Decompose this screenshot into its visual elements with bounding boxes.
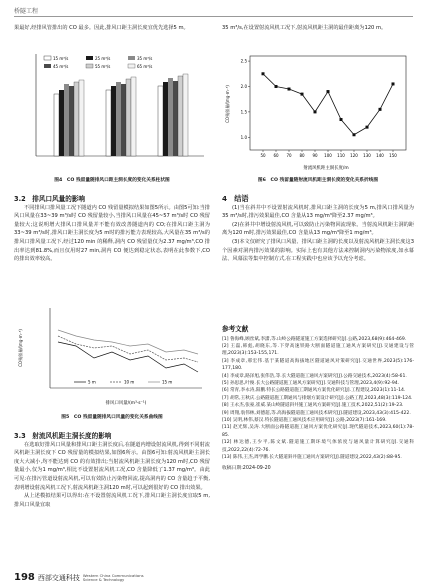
section-heading: 4 结语 — [222, 194, 249, 203]
x-tick-label: 120 — [350, 153, 358, 158]
legend-swatch — [128, 56, 135, 60]
bar — [116, 82, 121, 156]
journal-english-name: Western China Communications Science & Technology — [82, 572, 144, 582]
section-3-2 — [14, 195, 210, 264]
data-point — [301, 93, 304, 96]
page-footer — [14, 572, 153, 583]
figure-4-bar-chart — [14, 46, 210, 174]
figure-4-bars — [54, 74, 188, 156]
figure-5-x-label: 排风口风量/(m³·s⁻¹) — [105, 401, 147, 406]
figure-5-y-label: CO残留量/(mg·m⁻³) — [18, 329, 23, 367]
legend-label: 10 m — [124, 379, 135, 385]
bar — [121, 84, 126, 156]
bar — [163, 82, 168, 156]
figure-5-legend — [74, 380, 172, 385]
reference-item: [11] 赵光辉,吴涛.大断面公路隧道施工通风方案优化研究[J].现代隧道技术,2023,60(1):78-85. — [222, 425, 414, 438]
figure-5-caption: 图5 CO 残留量随排风口风量的变化关系曲线图 — [61, 415, 163, 420]
reference-item: [9] 周翔,翁伟林,刘德超,等.高海拔隧道施工通风技术研究[J].隧道建设,2023,43(3):415-422. — [222, 410, 411, 416]
reference-list — [222, 336, 414, 462]
legend-label: 15 m — [162, 379, 173, 385]
y-tick-label: 1.0 — [240, 134, 247, 140]
legend-swatch — [44, 64, 51, 68]
bar — [106, 90, 111, 156]
data-point — [379, 108, 382, 111]
legend-swatch — [128, 64, 135, 68]
section-3-3 — [14, 432, 210, 509]
bar — [183, 74, 188, 156]
legend-swatch — [86, 56, 93, 60]
data-point — [262, 72, 265, 75]
section-heading: 3.3 射流风机距主洞长度的影响 — [14, 432, 112, 440]
paragraph: 35 m³/s,在设置射流风机工况下,射流风机距主洞的最佳距离为120 m。 — [222, 25, 387, 31]
page-number: 198 — [14, 572, 35, 583]
bar — [59, 90, 64, 156]
reference-item: [5] 孙思思,叶俊.长大公路隧道施工通风方案研究[J].交通科技与管理,2023,4(9):92-94. — [222, 381, 400, 387]
legend-label: 5 m — [88, 379, 96, 385]
left-top-paragraph — [14, 24, 210, 33]
bar — [168, 78, 173, 156]
bar — [79, 80, 84, 156]
data-point — [327, 90, 330, 93]
bar — [69, 86, 74, 156]
legend-swatch — [44, 56, 51, 60]
x-tick-label: 140 — [376, 153, 384, 158]
legend-label: 25 m³/s — [95, 56, 111, 61]
bar — [178, 76, 183, 156]
paragraph: 从上述模拟结果可以得出:在不设置射流风机工况下,排风口距主洞长度宜取5 m,排风口风量宜取 — [14, 493, 210, 508]
data-point — [366, 126, 369, 129]
figure-6-caption: 图6 CO 残留量随射流风机距主洞长度的变化关系折线图 — [257, 178, 379, 183]
series-line-15m — [58, 330, 198, 354]
x-tick-label: 130 — [363, 153, 371, 158]
x-tick-label: 100 — [324, 153, 332, 158]
legend-swatch — [86, 64, 93, 68]
data-point — [288, 88, 291, 91]
journal-name: 西部交通科技 — [37, 574, 80, 582]
bar — [54, 94, 59, 156]
bar — [131, 77, 136, 156]
bar — [158, 86, 163, 156]
data-point — [340, 118, 343, 121]
header-rule — [14, 16, 413, 17]
x-tick-label: 60 — [273, 153, 279, 158]
paragraph: (2)在斜井中增设射流风机,可以致防止污染物回流现象。当射流风机距主洞的距离为120 m时,排污效果最佳,CO 含量从13 mg/m³降至1 mg/m³。 — [222, 221, 414, 237]
legend-label: 15 m³/s — [53, 56, 69, 61]
figure-6-line-chart — [222, 46, 414, 174]
reference-item: [8] 王永杰,张豪,崔威.某山岭隧道斜井施工通风方案研究[J].施工技术,2022,51(2):19-23. — [222, 403, 404, 409]
references-heading: 参考文献 — [222, 325, 249, 333]
paragraph: 在选取好排风口风量和排风口距主洞长度后,在隧道内增设射流风机,得到不同射流风机距主洞长度下 CO 残留量的模拟结果,如图6所示。由图6可知:射流风机距主洞长度大大减小,均不能达到 CO 的有效排出;当射流风机距主洞长度为120 m时,CO 残留量最小,仅为1 mg/m³,相比不设置射流风机工况,CO 含量降低了1.37 mg/m³。由此可见:在排污管道设射流风机,可以有效防止污染物回流,提高洞内的 CO 含量趋于平衡,表明增设射流风机工况下,射流风机距主洞120 m时,可以起到很好的 CO 排出效果。 — [14, 441, 210, 491]
paragraph: (3)本文仅研究了排风口风量、排风口距主洞的长度以及射流风机距主洞长度这3个因素对洞内排污效果的影响。实际上也有其他方法来控制洞内污染物浓度,如水幕法、风幕法等集中控制方式,在工程实践中也应该予以充分考虑。 — [222, 238, 414, 263]
x-tick-label: 50 — [260, 153, 266, 158]
reference-item: [2] 王磊,韩彪,胡晓东,等.下穿高速铁路大断面隧道施工通风方案研究[J].交通建设与管理,2023(3):153-155,171. — [222, 344, 414, 357]
reference-item: [7] 胡常,王秋庆.公路隧道施工期通风与排烟方案设计研究[J].公路工程,2023,48(3):119-124. — [222, 395, 413, 401]
bar — [111, 86, 116, 156]
series-line-10m — [58, 336, 198, 362]
data-point — [275, 85, 278, 88]
series-line-5m — [58, 342, 198, 372]
y-tick-label: 2.5 — [240, 58, 247, 64]
reference-item: [12] 林达德,王少平,陈文斌.隧道施工期环境气体浓度与通风量计算研究[J].交通科技,2022,22(4):72-76. — [222, 440, 414, 453]
reference-item: [6] 常青,李永涛,阳鹏.特长公路隧道施工期通风方案优化研究[J].工程建设,2023(1):11-14. — [222, 388, 406, 394]
y-tick-label: 1.5 — [240, 109, 247, 115]
x-tick-label: 80 — [299, 153, 305, 158]
y-tick-label: 2.0 — [240, 83, 247, 89]
bar — [126, 79, 131, 156]
bar — [173, 81, 178, 156]
figure-5-series — [58, 330, 198, 372]
paragraph: (1)当在斜井中不设置射流风机时,排风口距主洞的长度为5 m,排风口排风量为35 m³/s时,排污效果最佳,CO 含量从13 mg/m³降至2.37 mg/m³。 — [222, 204, 414, 220]
paragraph: 不同排风口排风量工况下隧道内 CO 残留量模拟结果如图5所示。由图5可知:当排风口风量在33~39 m³/s时 CO 残留量较小,当排风口风量在45~57 m³/s时 CO 残留量较大;这说明增大排风口排风量并不能有效改善隧道内的 CO;在排风口距主洞为33~39 m³/s时,排风口距主洞长度为5 m时的排污能力表现较高,大风量在35 m³/s的排风口排风量工况下,经过120 min 的稀释,洞内 CO 残留量仅为2.37 mg/m³,CO 排出率达到81.8%,而且仅用时27 min,洞内 CO 便达到稳定状态,表明在此参数下,CO 的排出效率较高。 — [14, 204, 210, 263]
running-header: 桥隧工程 — [14, 8, 39, 15]
section-heading: 3.2 排风口风量的影响 — [14, 195, 86, 203]
reference-item: [13] 陈伟,王杰,周学鹏.长大隧道斜井施工通风方案研究[J].隧道建设,2022,43(2):88-95. — [222, 455, 402, 461]
figure-6-y-label: CO残留量/(mg·m⁻³) — [225, 85, 230, 123]
x-tick-label: 90 — [312, 153, 318, 158]
reference-item: [4] 李成章,路泽旭,张伟浩,等.长大隧道施工通风方案研究[J].公路交通技术,2023(4):58-61. — [222, 373, 407, 379]
x-tick-label: 70 — [286, 153, 292, 158]
received-date: 收稿日期:2024-09-20 — [222, 465, 271, 471]
legend-label: 65 m³/s — [137, 64, 153, 69]
legend-label: 35 m³/s — [137, 56, 153, 61]
data-point — [353, 133, 356, 136]
data-point — [314, 110, 317, 113]
data-point — [392, 82, 395, 85]
figure-6-x-label: 射流风机距主洞长度/m — [303, 166, 349, 171]
paragraph: 果最好,经排风管排出的 CO 最多。因此,排风口距主洞长度宜优先选择5 m。 — [14, 25, 189, 31]
legend-label: 45 m³/s — [53, 64, 69, 69]
references — [222, 325, 414, 473]
section-4 — [222, 195, 414, 264]
x-tick-label: 110 — [337, 153, 345, 158]
reference-item: [3] 李成章,邢宏伟.基于某隧道高海拔地区隧道通风对策研究[J].交通世界,2023(5):176-177,180. — [222, 358, 414, 372]
reference-item: [1] 鲁海峰,顾丝斌,李潇,等.山岭公路隧道施工方案选择研究[J].公路,2023,68(9):464-469. — [222, 336, 407, 342]
figure-5-line-chart — [14, 302, 210, 412]
reference-item: [10] 吴明,林伟,蔡汉.特长隧道施工通风技术应用研究[J].公路,2023(7):161-169. — [222, 418, 387, 424]
figure-6-background — [222, 46, 414, 174]
x-tick-label: 150 — [389, 153, 397, 158]
legend-label: 55 m³/s — [95, 64, 111, 69]
figure-4-caption: 图4 CO 残留量随排风口距主洞长度的变化关系柱状图 — [54, 178, 170, 183]
bar — [74, 82, 79, 156]
right-top-paragraph — [222, 24, 414, 33]
bar — [64, 84, 69, 156]
